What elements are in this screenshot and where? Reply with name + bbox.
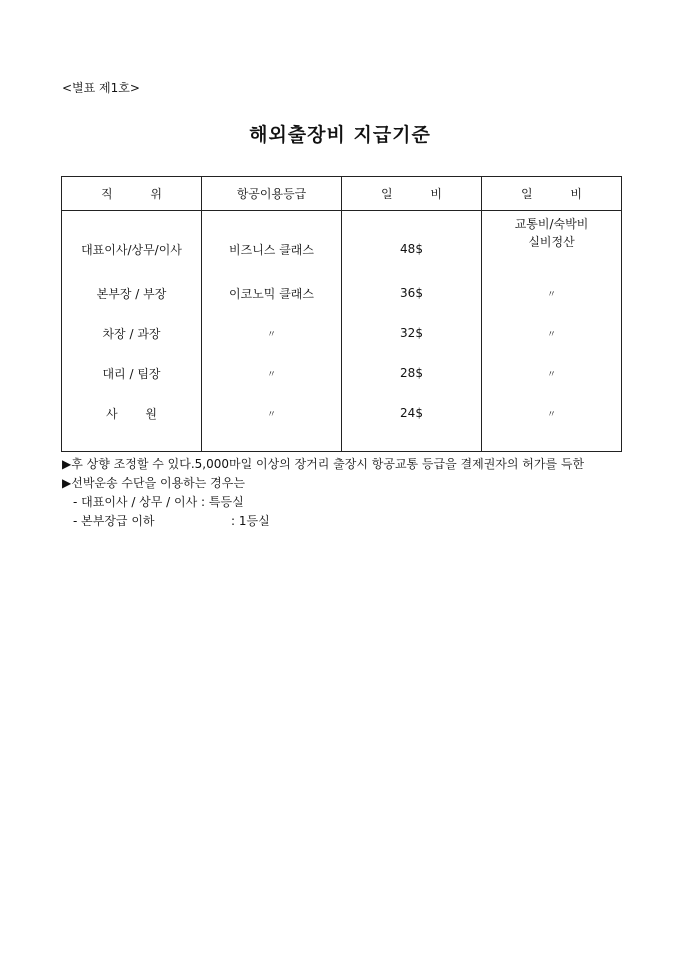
table-row: [62, 211, 622, 274]
note-line: ▶선박운송 수단을 이용하는 경우는: [62, 476, 245, 490]
page-title: 해외출장비 지급기준: [249, 124, 431, 146]
notes-section: [62, 455, 584, 531]
cell-daily: 36$: [342, 273, 482, 313]
cell-daily: 24$: [342, 393, 482, 452]
cell-other: 교통비/숙박비 실비정산: [482, 211, 622, 274]
cell-position: 대리 / 팀장: [62, 353, 202, 393]
cell-air-class: 〃: [202, 313, 342, 353]
note-value: 특등실: [208, 495, 244, 509]
cell-position: 사 원: [62, 393, 202, 452]
cell-position: 본부장 / 부장: [62, 273, 202, 313]
cell-air-class: 〃: [202, 393, 342, 452]
note-label: - 대표이사 / 상무 / 이사 :: [73, 495, 206, 509]
note-value: : 1등실: [231, 514, 270, 528]
note-sub-line: [62, 493, 584, 512]
header-other: 일 비: [482, 177, 622, 211]
table-row: [62, 313, 622, 353]
cell-air-class: 비즈니스 클래스: [202, 211, 342, 274]
header-position: 직 위: [62, 177, 202, 211]
header-air-class: 항공이용등급: [202, 177, 342, 211]
cell-daily: 28$: [342, 353, 482, 393]
note-label: - 본부장급 이하: [73, 514, 155, 528]
annex-label: <별표 제1호>: [62, 81, 140, 95]
cell-other: 〃: [482, 313, 622, 353]
table-row: [62, 353, 622, 393]
header-daily: 일 비: [342, 177, 482, 211]
cell-other: 〃: [482, 353, 622, 393]
cell-daily: 48$: [342, 211, 482, 274]
table-header-row: [62, 177, 622, 211]
cell-position: 대표이사/상무/이사: [62, 211, 202, 274]
note-sub-line: [62, 512, 584, 531]
note-line: ▶후 상향 조정할 수 있다.5,000마일 이상의 장거리 출장시 항공교통 등급을 결제권자의 허가를 득한: [62, 457, 585, 471]
cell-other: 〃: [482, 393, 622, 452]
table-row: [62, 273, 622, 313]
allowance-table: [61, 176, 622, 452]
cell-daily: 32$: [342, 313, 482, 353]
cell-air-class: 〃: [202, 353, 342, 393]
cell-other: 〃: [482, 273, 622, 313]
cell-position: 차장 / 과장: [62, 313, 202, 353]
table-row: [62, 393, 622, 452]
cell-air-class: 이코노믹 클래스: [202, 273, 342, 313]
